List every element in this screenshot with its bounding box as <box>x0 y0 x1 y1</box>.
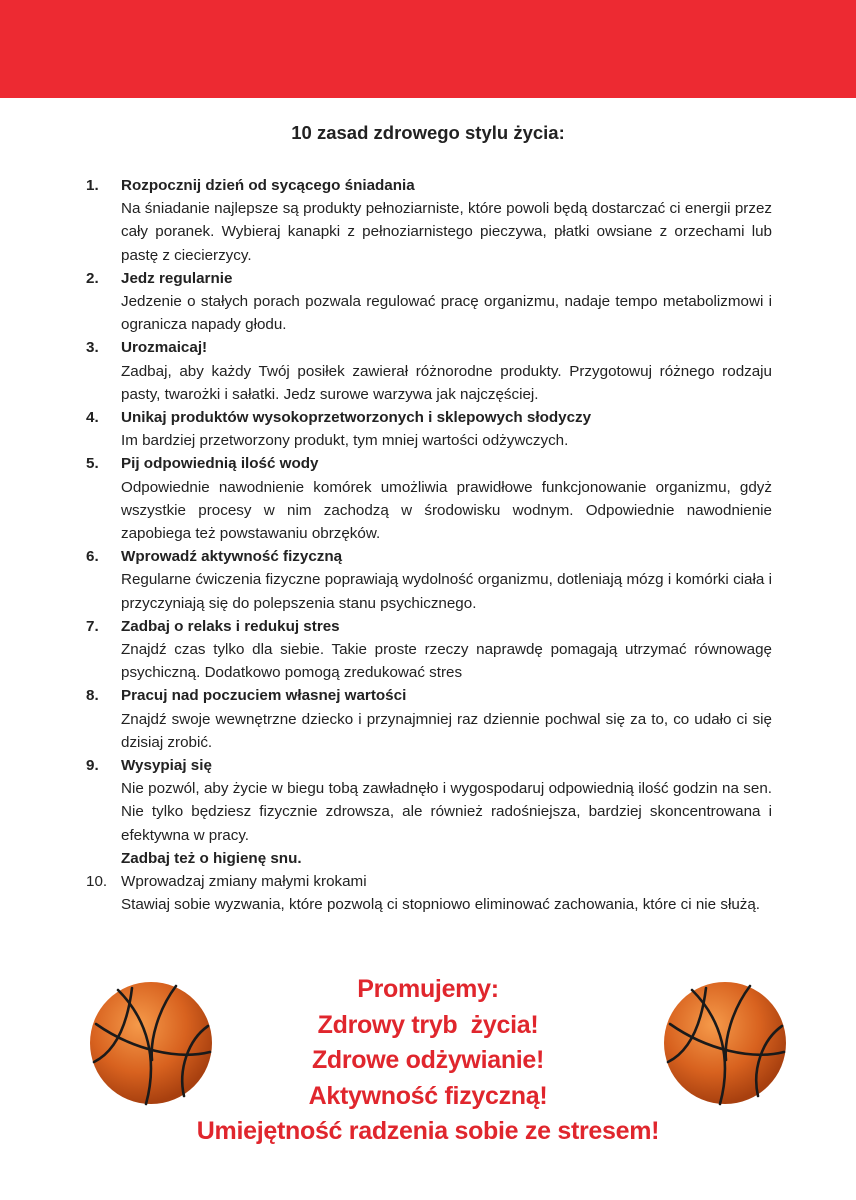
rule-heading: Wysypiaj się <box>121 757 212 775</box>
rule-item <box>86 754 772 870</box>
rule-heading: Zadbaj o relaks i redukuj stres <box>121 617 340 635</box>
rule-body: Odpowiednie nawodnienie komórek umożliwia prawidłowe funkcjonowanie organizmu, gdyż wszystkie procesy w nim zachodzą w środowisku wodnym. Odpowiednie nawodnienie zapobiega też powstawaniu obrzęków. <box>121 478 772 543</box>
rule-number: 8. <box>86 687 99 705</box>
rule-heading: Unikaj produktów wysokoprzetworzonych i sklepowych słodyczy <box>121 409 592 427</box>
rule-number: 5. <box>86 455 99 473</box>
rule-heading: Rozpocznij dzień od sycącego śniadania <box>121 177 415 194</box>
rule-body: Jedzenie o stałych porach pozwala regulować pracę organizmu, nadaje tempo metabolizmowi i ogranicza napady głodu. <box>121 293 772 334</box>
basketball-icon <box>88 980 214 1106</box>
rule-body: Zadbaj, aby każdy Twój posiłek zawierał różnorodne produkty. Przygotowuj różnego rodzaju pasty, twarożki i sałatki. Jedz surowe warzywa jak najczęściej. <box>121 362 772 403</box>
rule-item <box>86 267 772 337</box>
rule-item <box>86 174 772 267</box>
rule-body: Regularne ćwiczenia fizyczne poprawiają wydolność organizmu, dotleniają mózg i komórki ciała i przyczyniają się do polepszenia stanu psychicznego. <box>121 571 772 612</box>
rule-item <box>86 406 772 452</box>
promo-line: Umiejętność radzenia sobie ze stresem! <box>196 1117 660 1145</box>
rule-item <box>86 870 772 916</box>
rule-body: Im bardziej przetworzony produkt, tym mniej wartości odżywczych. <box>121 432 569 450</box>
rule-item <box>86 336 772 406</box>
rule-item <box>86 452 772 545</box>
rule-extra-note: Zadbaj też o higienę snu. <box>121 849 302 867</box>
promo-line: Zdrowy tryb życia! <box>317 1010 539 1039</box>
rule-number: 4. <box>86 409 99 427</box>
rule-body: Stawiaj sobie wyzwania, które pozwolą ci stopniowo eliminować zachowania, które ci nie służą. <box>121 896 761 914</box>
rule-item <box>86 684 772 754</box>
promo-heading: Promujemy: <box>357 975 499 1003</box>
rule-number: 2. <box>86 269 99 287</box>
top-red-band <box>0 0 856 98</box>
rule-body: Nie pozwól, aby życie w biegu tobą zawładnęło i wygospodaruj odpowiednią ilość godzin na sen. Nie tylko będziesz fizycznie zdrowsza, ale również radośniejsza, bardziej skoncentrowana i efektywna w pracy. <box>121 780 772 844</box>
rule-body: Na śniadanie najlepsze są produkty pełnoziarniste, które powoli będą dostarczać ci energii przez cały poranek. Wybieraj kanapki z pełnoziarnistego pieczywa, płatki owsiane z orzechami lub pastę z ciecierzycy. <box>121 200 772 264</box>
rule-heading: Pracuj nad poczuciem własnej wartości <box>121 687 407 705</box>
rule-heading: Pij odpowiednią ilość wody <box>121 455 319 473</box>
rule-item <box>86 615 772 685</box>
page-title: 10 zasad zdrowego stylu życia: <box>291 122 565 143</box>
rule-number: 6. <box>86 548 99 566</box>
rule-heading: Urozmaicaj! <box>121 339 208 357</box>
rule-number: 7. <box>86 617 99 635</box>
rule-number: 10. <box>86 873 108 891</box>
promo-line: Zdrowe odżywianie! <box>311 1046 545 1074</box>
rule-number: 9. <box>86 757 99 775</box>
rule-body: Znajdź czas tylko dla siebie. Takie proste rzeczy naprawdę pomagają utrzymać równowagę psychiczną. Dodatkowo pomogą zredukować stres <box>121 641 772 682</box>
rule-body: Znajdź swoje wewnętrzne dziecko i przynajmniej raz dziennie pochwal się za to, co udało ci się dzisiaj zrobić. <box>121 710 772 751</box>
rule-heading: Wprowadzaj zmiany małymi krokami <box>121 873 367 891</box>
rule-item <box>86 545 772 615</box>
rule-number: 3. <box>86 339 99 357</box>
rule-number: 1. <box>86 177 99 194</box>
promo-block <box>196 972 660 1150</box>
rule-heading: Jedz regularnie <box>121 269 233 287</box>
basketball-icon <box>662 980 788 1106</box>
rule-heading: Wprowadź aktywność fizyczną <box>121 548 343 566</box>
rules-list <box>86 174 772 917</box>
promo-line: Aktywność fizyczną! <box>308 1081 548 1110</box>
